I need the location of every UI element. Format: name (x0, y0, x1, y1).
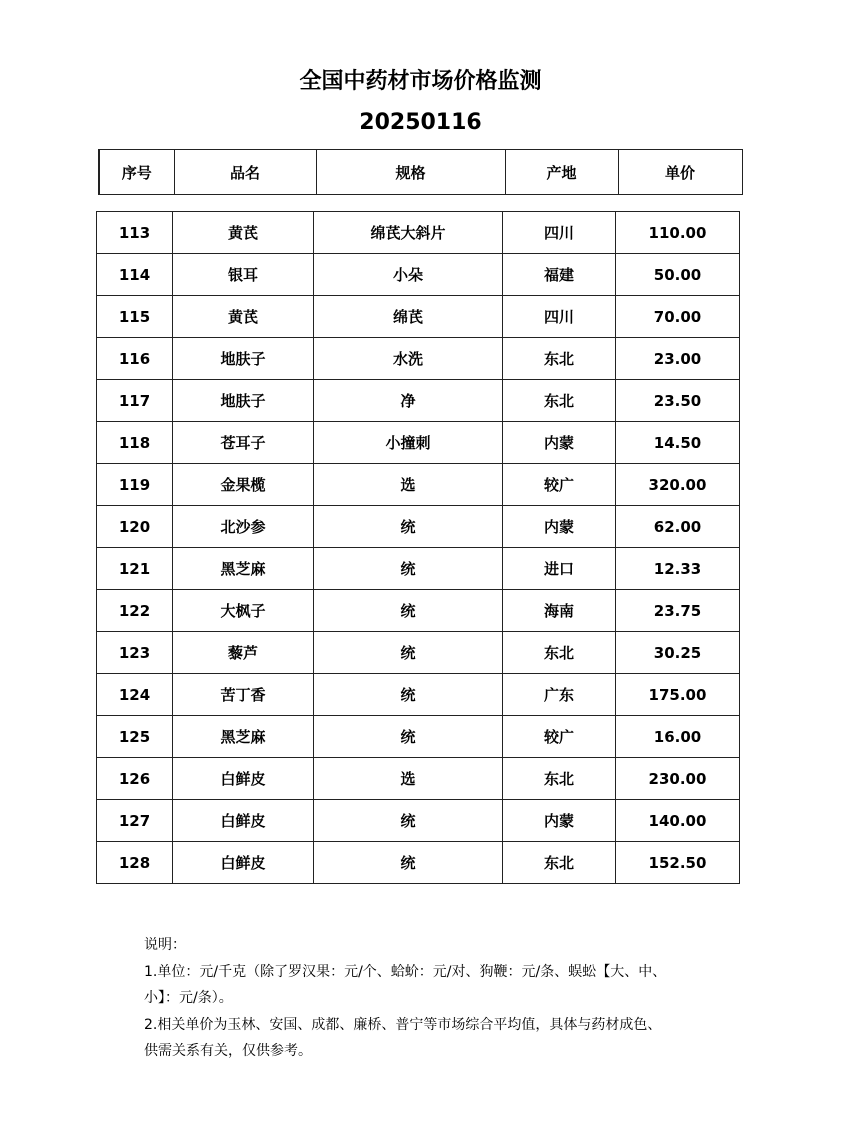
table-row (97, 758, 740, 800)
cell-name: 北沙参 (173, 506, 314, 548)
cell-origin: 较广 (503, 716, 616, 758)
cell-spec: 小朵 (314, 254, 503, 296)
column-header-name: 品名 (174, 150, 316, 195)
cell-price: 140.00 (616, 800, 740, 842)
cell-origin: 四川 (503, 212, 616, 254)
table-row (97, 254, 740, 296)
table-row (97, 380, 740, 422)
cell-price: 320.00 (616, 464, 740, 506)
cell-origin: 东北 (503, 632, 616, 674)
cell-origin: 广东 (503, 674, 616, 716)
table-row (97, 212, 740, 254)
cell-origin: 海南 (503, 590, 616, 632)
cell-index: 119 (97, 464, 173, 506)
cell-name: 大枫子 (173, 590, 314, 632)
cell-index: 126 (97, 758, 173, 800)
notes-section (144, 932, 704, 1065)
cell-index: 121 (97, 548, 173, 590)
table-row (97, 338, 740, 380)
table-row (97, 632, 740, 674)
cell-name: 黑芝麻 (173, 548, 314, 590)
cell-name: 白鲜皮 (173, 800, 314, 842)
cell-spec: 统 (314, 842, 503, 884)
cell-origin: 福建 (503, 254, 616, 296)
table-row (97, 674, 740, 716)
cell-index: 117 (97, 380, 173, 422)
cell-spec: 统 (314, 716, 503, 758)
cell-origin: 内蒙 (503, 800, 616, 842)
note-average: 2.相关单价为玉林、安国、成都、廉桥、普宁等市场综合平均值，具体与药材成色、 (144, 1016, 662, 1033)
table-row (97, 590, 740, 632)
cell-origin: 内蒙 (503, 506, 616, 548)
cell-index: 122 (97, 590, 173, 632)
note-unit: 1.单位：元/千克（除了罗汉果：元/个、蛤蚧：元/对、狗鞭：元/条、蜈蚣【大、中、 (144, 963, 667, 980)
cell-spec: 选 (314, 464, 503, 506)
cell-index: 128 (97, 842, 173, 884)
cell-spec: 统 (314, 590, 503, 632)
cell-index: 113 (97, 212, 173, 254)
column-header-origin: 产地 (505, 150, 618, 195)
cell-spec: 水洗 (314, 338, 503, 380)
cell-name: 地肤子 (173, 380, 314, 422)
cell-name: 地肤子 (173, 338, 314, 380)
note-unit-continued: 小】：元/条）。 (144, 990, 233, 1006)
column-header-index: 序号 (99, 150, 174, 195)
table-row (97, 548, 740, 590)
cell-origin: 内蒙 (503, 422, 616, 464)
cell-spec: 小撞刺 (314, 422, 503, 464)
cell-name: 苦丁香 (173, 674, 314, 716)
cell-origin: 四川 (503, 296, 616, 338)
cell-index: 118 (97, 422, 173, 464)
cell-origin: 进口 (503, 548, 616, 590)
cell-origin: 较广 (503, 464, 616, 506)
page-title: 全国中药材市场价格监测 (299, 69, 542, 94)
cell-price: 62.00 (616, 506, 740, 548)
cell-spec: 绵芪大斜片 (314, 212, 503, 254)
cell-spec: 净 (314, 380, 503, 422)
cell-name: 白鲜皮 (173, 758, 314, 800)
cell-origin: 东北 (503, 758, 616, 800)
cell-spec: 统 (314, 548, 503, 590)
table-row (97, 800, 740, 842)
cell-origin: 东北 (503, 842, 616, 884)
cell-price: 50.00 (616, 254, 740, 296)
cell-price: 23.50 (616, 380, 740, 422)
cell-name: 黑芝麻 (173, 716, 314, 758)
notes-heading: 说明： (144, 937, 186, 953)
cell-price: 30.25 (616, 632, 740, 674)
cell-origin: 东北 (503, 338, 616, 380)
cell-price: 23.75 (616, 590, 740, 632)
cell-origin: 东北 (503, 380, 616, 422)
cell-index: 115 (97, 296, 173, 338)
cell-price: 16.00 (616, 716, 740, 758)
cell-price: 23.00 (616, 338, 740, 380)
cell-index: 120 (97, 506, 173, 548)
table-row (97, 464, 740, 506)
cell-index: 127 (97, 800, 173, 842)
table-row (97, 842, 740, 884)
cell-index: 116 (97, 338, 173, 380)
cell-price: 14.50 (616, 422, 740, 464)
cell-spec: 绵芪 (314, 296, 503, 338)
cell-spec: 统 (314, 800, 503, 842)
cell-spec: 统 (314, 506, 503, 548)
cell-spec: 统 (314, 674, 503, 716)
cell-price: 110.00 (616, 212, 740, 254)
cell-index: 124 (97, 674, 173, 716)
note-average-continued: 供需关系有关，仅供参考。 (144, 1043, 312, 1059)
column-header-price: 单价 (618, 150, 742, 195)
cell-spec: 统 (314, 632, 503, 674)
price-table-header (98, 149, 743, 195)
table-row (97, 506, 740, 548)
cell-name: 黄芪 (173, 212, 314, 254)
cell-price: 12.33 (616, 548, 740, 590)
cell-price: 152.50 (616, 842, 740, 884)
cell-name: 藜芦 (173, 632, 314, 674)
cell-index: 123 (97, 632, 173, 674)
column-header-spec: 规格 (316, 150, 505, 195)
cell-spec: 选 (314, 758, 503, 800)
table-row (97, 296, 740, 338)
cell-price: 230.00 (616, 758, 740, 800)
cell-price: 70.00 (616, 296, 740, 338)
cell-price: 175.00 (616, 674, 740, 716)
cell-name: 黄芪 (173, 296, 314, 338)
cell-name: 苍耳子 (173, 422, 314, 464)
header-row (99, 150, 742, 195)
cell-name: 银耳 (173, 254, 314, 296)
cell-index: 125 (97, 716, 173, 758)
cell-name: 白鲜皮 (173, 842, 314, 884)
report-date: 20250116 (359, 110, 482, 135)
table-row (97, 716, 740, 758)
cell-index: 114 (97, 254, 173, 296)
price-table (96, 211, 740, 884)
cell-name: 金果榄 (173, 464, 314, 506)
table-row (97, 422, 740, 464)
